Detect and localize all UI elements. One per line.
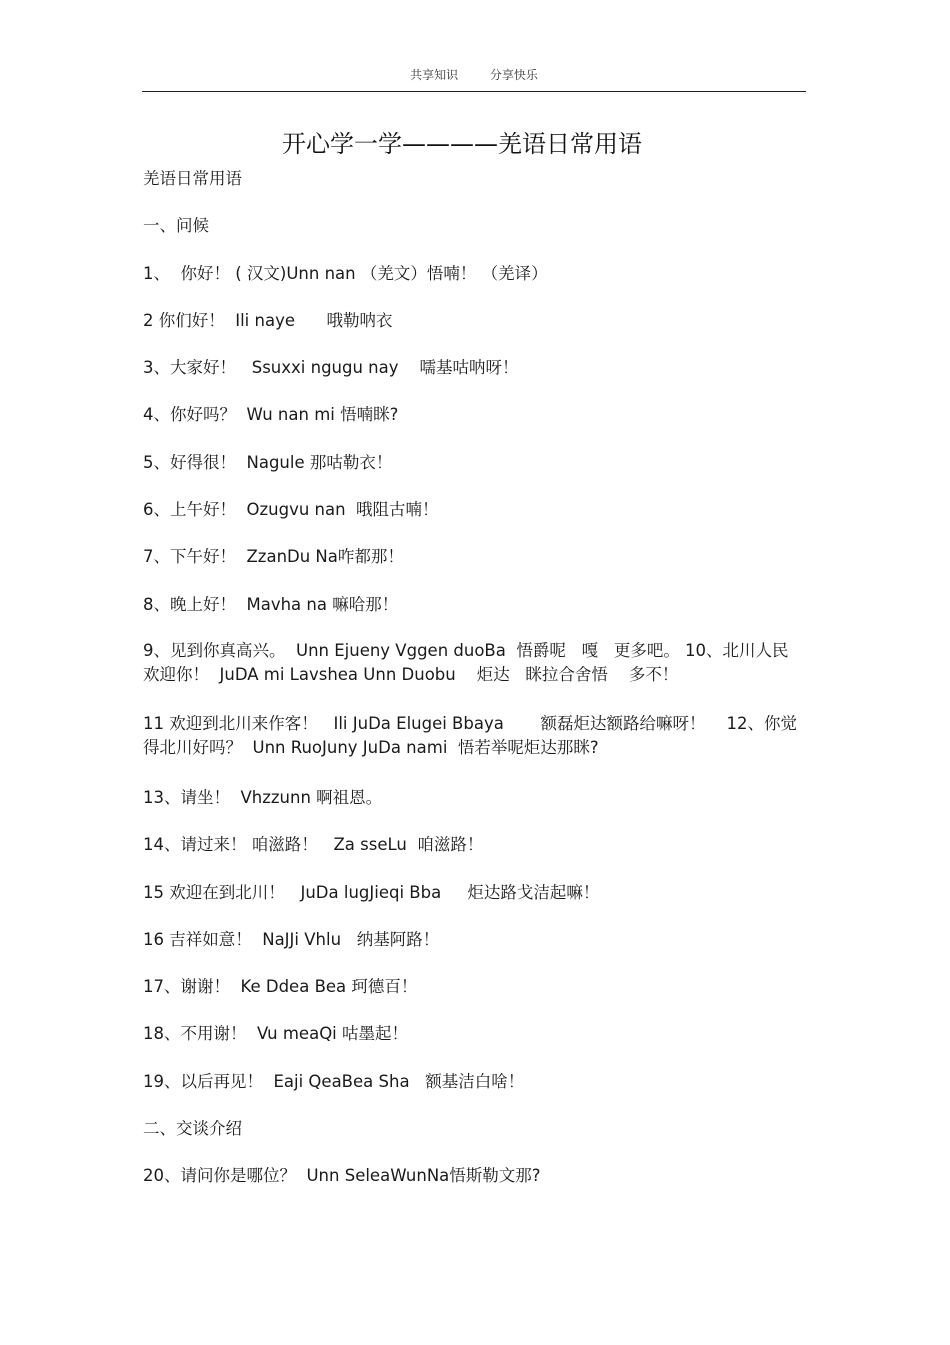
phrase-line: 18、不用谢！ Vu meaQi 咕墨起！ [143, 1024, 409, 1044]
header-divider [142, 91, 806, 92]
phrase-line: 4、你好吗？ Wu nan mi 悟喃眯? [143, 405, 399, 425]
phrase-paragraph: 9、见到你真高兴。 Unn Ejueny Vggen duoBa 悟爵呢 嘎 更多吧。 10、北川人民欢迎你！ JuDA mi Lavshea Unn Duobu 炬达 眯拉合舍悟 多不！ [143, 640, 789, 684]
header-left-text: 共享知识 [410, 68, 459, 82]
phrase-line: 14、请过来！ 咱滋路！ Za sseLu 咱滋路！ [143, 835, 484, 855]
phrase-line: 3、大家好！ Ssuxxi ngugu nay 嚅基咕呐呀！ [143, 358, 519, 378]
section-heading: 一、问候 [143, 216, 209, 236]
phrase-line: 20、请问你是哪位？ Unn SeleaWunNa悟斯勒文那? [143, 1166, 541, 1186]
phrase-line: 16 吉祥如意！ NaJJi Vhlu 纳基阿路！ [143, 929, 440, 949]
phrase-line: 15 欢迎在到北川！ JuDa lugJieqi Bba 炬达路戈洁起嘛！ [143, 882, 600, 902]
phrase-line: 17、谢谢！ Ke Ddea Bea 珂德百！ [143, 977, 418, 997]
page-header [142, 66, 806, 83]
header-right-text: 分享快乐 [489, 68, 538, 82]
phrase-line: 8、晚上好！ Mavha na 嘛哈那！ [143, 594, 399, 614]
phrase-paragraph: 11 欢迎到北川来作客！ Ili JuDa Elugei Bbaya 额磊炬达额路给嘛呀！ 12、你觉得北川好吗？ Unn RuoJuny JuDa nami 悟若举呢炬达那眯? [143, 713, 798, 757]
subtitle: 羌语日常用语 [143, 169, 242, 188]
phrase-line: 1、 你好！ ( 汉文)Unn nan （羌文）悟喃！ （羌译） [143, 263, 548, 283]
phrase-line: 7、下午好！ ZzanDu Na咋都那！ [143, 547, 404, 567]
phrase-line: 19、以后再见！ Eaji QeaBea Sha 额基洁白啥！ [143, 1071, 525, 1091]
document-body [143, 166, 803, 1211]
section-heading: 二、交谈介绍 [143, 1119, 242, 1139]
document-title: 开心学一学————羌语日常用语 [282, 130, 642, 158]
phrase-line: 5、好得很！ Nagule 那咕勒衣！ [143, 452, 393, 472]
phrase-line: 6、上午好！ Ozugvu nan 哦阻古喃！ [143, 500, 439, 520]
phrase-line: 2 你们好！ Ili naye 哦勒呐衣 [143, 310, 393, 330]
phrase-line: 13、请坐！ Vhzzunn 啊祖恩。 [143, 787, 383, 807]
